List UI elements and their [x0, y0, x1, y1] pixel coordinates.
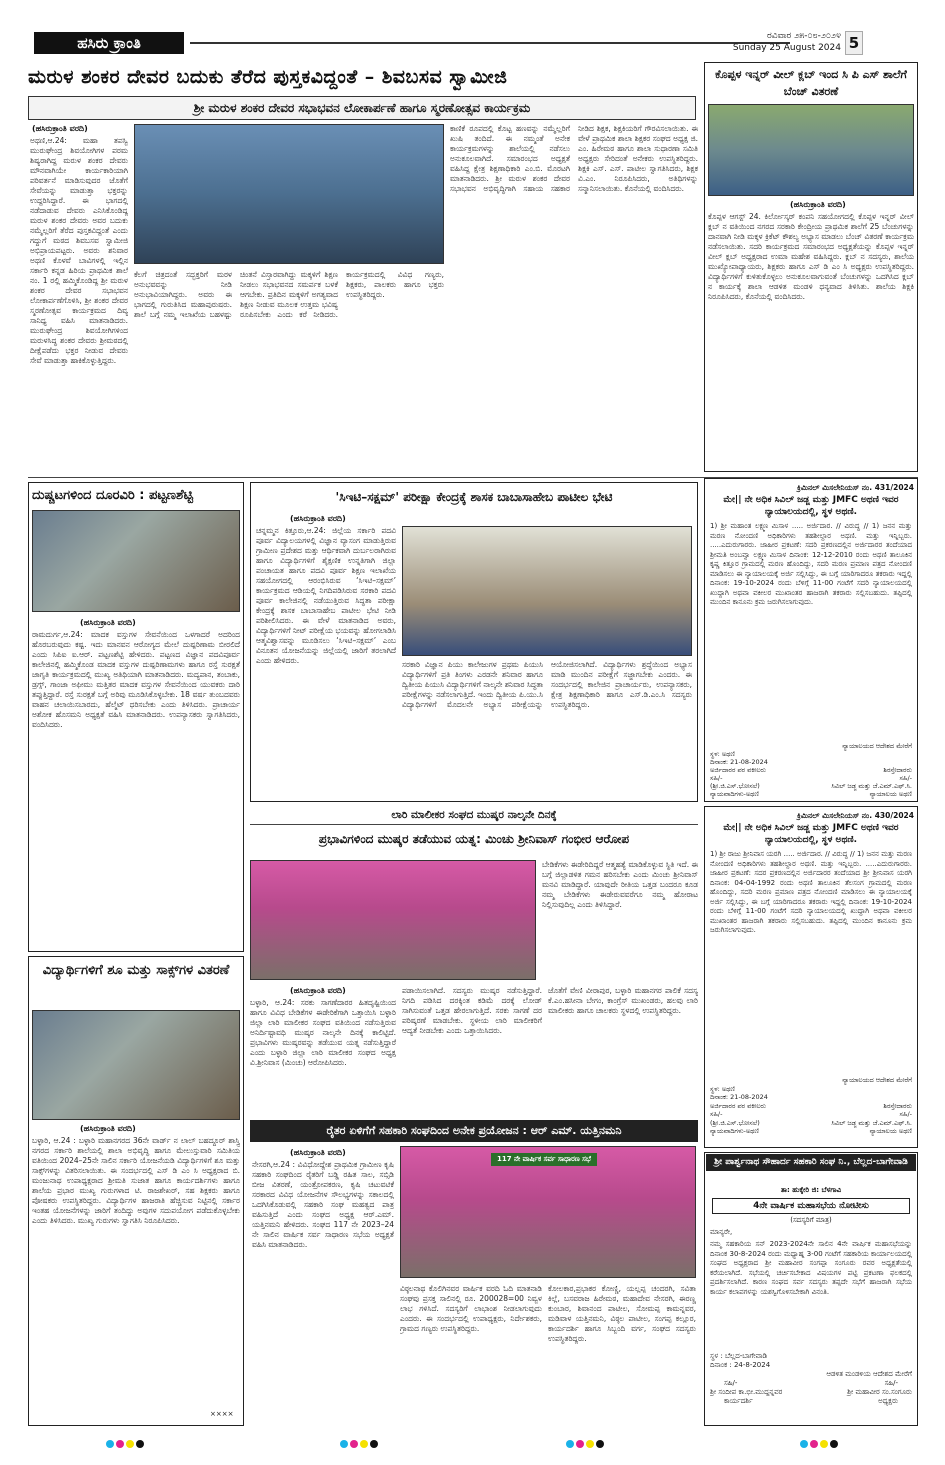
story2-headline: ಕೊಪ್ಪಳ ಇನ್ನರ್ ವೀಲ್ ಕ್ಲಬ್ ಇಂದ ಸಿ ಪಿ ಎಸ್ ಶಾಲೆಗೆ ಬೆಂಚ್ ವಿತರಣೆ: [715, 68, 907, 98]
registration-marks-4: [800, 1440, 838, 1448]
story5-body-left: ಬಳ್ಳಾರಿ, ಆ.24: ಸರಕು ಸಾಗಣೆದಾರರ ಹಿತದೃಷ್ಟಿಯಿಂದ ಹಾಗೂ ವಿವಿಧ ಬೇಡಿಕೆಗಳ ಈಡೇರಿಕೆಗಾಗಿ ಒತ್ತಾಯಿಸಿ ಬಳ್ಳಾರಿ ಜಿಲ್ಲಾ ಲಾರಿ ಮಾಲೀಕರ ಸಂಘದ ವತಿಯಿಂದ ನಡೆಸುತ್ತಿರುವ ಅನಿರ್ದಿಷ್ಟಾವಧಿ ಮುಷ್ಕರ ನಾಲ್ಕನೇ ದಿನಕ್ಕೆ ಕಾಲಿಟ್ಟಿದೆ. ಪ್ರಭಾವಿಗಳು ಮುಷ್ಕರವನ್ನು ತಡೆಯುವ ಯತ್ನ ನಡೆಸುತ್ತಿದ್ದಾರೆ ಎಂದು ಬಳ್ಳಾರಿ ಜಿಲ್ಲಾ ಲಾರಿ ಮಾಲೀಕರ ಸಂಘದ ಅಧ್ಯಕ್ಷ ವಿ.ಶ್ರೀನಿವಾಸ (ಮಿಂಚು) ಆರೋಪಿಸಿದರು.: [250, 998, 396, 1067]
registration-dot: [370, 1440, 378, 1448]
registration-dot: [596, 1440, 604, 1448]
story3-photo: [32, 510, 240, 612]
notice1-sign-left: ಸಹಿ/-: [710, 774, 723, 782]
story7-byline: (ಹಸಿರುಕ್ರಾಂತಿ ವರದಿ): [290, 1148, 346, 1157]
notice1-court-sub-left: ನ್ಯಾಯವಾದಿಗಳು-ಅಥಣಿ: [710, 790, 759, 798]
notice2-footer: [710, 1076, 912, 1146]
notice2-court-line: ಕ್ರಿಮಿನಲ್ ಮಿಸಲೇನಿಯಸ್ ನಂ. 430/2024: [797, 811, 914, 820]
notice3-society-name: ಶ್ರೀ ಪಾರ್ಶ್ವನಾಥ ಸೌಹಾರ್ದ ಸಹಕಾರಿ ಸಂಘ ನಿ., ಬೆಲ್ಲದ-ಬಾಗೇವಾಡಿ: [706, 1154, 916, 1171]
registration-dot: [106, 1440, 114, 1448]
notice2-court-sub-left: ನ್ಯಾಯವಾದಿಗಳು-ಅಥಣಿ: [710, 1127, 759, 1135]
registration-dot: [830, 1440, 838, 1448]
notice3-meeting-title: 4ನೇ ವಾರ್ಷಿಕ ಮಹಾಸಭೆಯ ನೋಟೀಸು: [712, 1198, 910, 1214]
notice1-date: ದಿನಾಂಕ: 21-08-2024: [710, 758, 768, 766]
story7-body-mid: ವಿಠ್ಠಲನಾಥ ಕೊಲಿಗಿನವರ ವಾರ್ಷಿಕ ವರದಿ ಓದಿ ಮಾತನಾಡಿ ಸಂಘವು ಪ್ರಸಕ್ತ ಸಾಲಿನಲ್ಲಿ ರೂ. 200028=00 ನಿವ್ವಳ ಲಾಭ ಗಳಿಸಿದೆ. ಸದಸ್ಯರಿಗೆ ಲಾಭಾಂಶ ನೀಡಲಾಗುವುದು ಎಂದರು. ಈ ಸಂದರ್ಭದಲ್ಲಿ ಉಪಾಧ್ಯಕ್ಷರು, ನಿರ್ದೇಶಕರು, ಗ್ರಾಮದ ಗಣ್ಯರು ಉಪಸ್ಥಿತರಿದ್ದರು.: [400, 1284, 542, 1333]
notice3-secretary-name: ಶ್ರೀ ಸಂದೀಪ ಕಾ.ಭೀ.ಮುದ್ದನ್ನವರ: [710, 1388, 783, 1396]
story6-body: ಬಳ್ಳಾರಿ, ಆ.24 : ಬಳ್ಳಾರಿ ಮಹಾನಗರದ 36ನೇ ವಾರ್ಡ್ ನ ಲಾಲ್ ಬಹದ್ದೂರ್ ಶಾಸ್ತ್ರಿ ನಗರದ ಸರ್ಕಾರಿ ಶಾಲೆಯಲ್ಲಿ ಶಾಲಾ ಅಭಿವೃದ್ಧಿ ಹಾಗೂ ಮೇಲುಸ್ತುವಾರಿ ಸಮಿತಿಯ ವತಿಯಿಂದ 2024–25ನೇ ಸಾಲಿನ ಸರ್ಕಾರಿ ಯೋಜನೆಯಡಿ ವಿದ್ಯಾರ್ಥಿಗಳಿಗೆ ಶೂ ಮತ್ತು ಸಾಕ್ಸ್‌ಗಳನ್ನು ವಿತರಿಸಲಾಯಿತು. ಈ ಸಂದರ್ಭದಲ್ಲಿ ಎಸ್ ಡಿ ಎಂ ಸಿ ಅಧ್ಯಕ್ಷರಾದ ಬಿ. ಮಂಜುನಾಥ ಉಪಾಧ್ಯಕ್ಷರಾದ ಶ್ರೀಮತಿ ಸುಜಾತ ಹಾಗೂ ಕಾರ್ಯದರ್ಶಿಗಳು ಹಾಗೂ ಶಾಲೆಯ ಪ್ರಭಾರ ಮುಖ್ಯ ಗುರುಗಳಾದ ಟಿ. ರಾಜಶೇಖರ್, ಸಹ ಶಿಕ್ಷಕರು ಹಾಗೂ ಪೋಷಕರು ಉಪಸ್ಥಿತರಿದ್ದರು. ವಿದ್ಯಾರ್ಥಿಗಳ ಹಾಜರಾತಿ ಹೆಚ್ಚಿಸುವ ನಿಟ್ಟಿನಲ್ಲಿ ಸರ್ಕಾರ ಇಂತಹ ಯೋಜನೆಗಳನ್ನು ಜಾರಿಗೆ ತಂದಿದ್ದು ಅವುಗಳ ಸದುಪಯೋಗ ಪಡೆದುಕೊಳ್ಳಬೇಕು ಎಂದು ತಿಳಿಸಿದರು. ಮುಖ್ಯ ಗುರುಗಳು ಸ್ವಾಗತಿಸಿ ನಿರೂಪಿಸಿದರು.: [32, 1136, 240, 1225]
registration-dot: [126, 1440, 134, 1448]
notice1-advocate-label: ಅರ್ಜಿದಾರರ ಪರ ವಕೀಲರು: [710, 766, 766, 774]
registration-dot: [116, 1440, 124, 1448]
notice3-order-label: ಆಡಳಿತ ಮಂಡಳಿಯ ಆದೇಶದ ಮೇರೆಗೆ: [826, 1370, 912, 1378]
registration-dot: [360, 1440, 368, 1448]
notice2-seal-note: ನ್ಯಾಯಾಲಯದ ಆದೇಶದ ಮೇರೆಗೆ: [842, 1076, 912, 1084]
story6-footer-mark: ××××: [210, 1410, 234, 1418]
story6-byline: (ಹಸಿರುಕ್ರಾಂತಿ ವರದಿ): [80, 1124, 136, 1133]
story7-body-left: ನೇಸರಗಿ,ಆ.24 : ವಿವಿಧೋದ್ದೇಶ ಪ್ರಾಥಮಿಕ ಗ್ರಾಮೀಣ ಕೃಷಿ ಸಹಕಾರಿ ಸಂಘದಿಂದ ರೈತರಿಗೆ ಬಡ್ಡಿ ರಹಿತ ಸಾಲ, ಸಬ್ಸಿಡಿ ಬೀಜ ವಿತರಣೆ, ಯಂತ್ರೋಪಕರಣ, ಕೃಷಿ ಚಟುವಟಿಕೆ ಸರಕಾರದ ವಿವಿಧ ಯೋಜನೆಗಳ ಸೌಲಭ್ಯಗಳನ್ನು ಸಕಾಲದಲ್ಲಿ ಒದಗಿಸಿಕೊಡುವಲ್ಲಿ ಸಹಕಾರಿ ಸಂಘ ಮಹತ್ವದ ಪಾತ್ರ ವಹಿಸುತ್ತಿದೆ ಎಂದು ಸಂಘದ ಅಧ್ಯಕ್ಷ ಆರ್.ಎಮ್. ಯತ್ತಿನಮನಿ ಹೇಳಿದರು. ಸಂಘದ 117 ನೇ 2023–24 ನೇ ಸಾಲಿನ ವಾರ್ಷಿಕ ಸರ್ವ ಸಾಧಾರಣ ಸಭೆಯ ಅಧ್ಯಕ್ಷತೆ ವಹಿಸಿ ಮಾತನಾಡಿದರು.: [252, 1160, 394, 1249]
story2-photo: [708, 104, 914, 196]
story7-body-right: ಕೋಲಕಾರ,ಪ್ರಭಾಕರ ಕೋಣ್ಣಿ, ಯಲ್ಲಪ್ಪ ಚಂದರಗಿ, ಸವಿತಾ ಕಿಲ್ಲೆ, ಬಸವರಾಜ ಹಿರೇಮಠ, ಮಹಾದೇವ ನೇಸರಗಿ, ಈರಣ್ಣ ಕುಂಬಾರ, ಶಿವಾನಂದ ಪಾಟೀಲ, ಸೋಮಪ್ಪ ಕಾಮನ್ನವರ, ಮಡಿವಾಳ ಯತ್ತಿನಮನಿ, ವಿಠ್ಠಲ ಪಾಟೀಲ, ಸಂಗಪ್ಪ ಕಲ್ಲೂರ, ಕಾರ್ಯದರ್ಶಿ ಹಾಗೂ ಸಿಬ್ಬಂದಿ ವರ್ಗ, ಸಂಘದ ಸದಸ್ಯರು ಉಪಸ್ಥಿತರಿದ್ದರು.: [548, 1284, 696, 1343]
masthead-rule: [190, 42, 790, 44]
story1-byline: (ಹಸಿರುಕ್ರಾಂತಿ ವರದಿ): [32, 124, 88, 133]
date-english: Sunday 25 August 2024: [732, 43, 841, 53]
registration-dot: [566, 1440, 574, 1448]
notice1-sign-right: ಸಹಿ/-: [899, 774, 912, 782]
registration-dot: [820, 1440, 828, 1448]
notice1-clerk-label: ಶಿರಸ್ತೇದಾರರು: [883, 766, 912, 774]
registration-dot: [340, 1440, 348, 1448]
registration-dot: [586, 1440, 594, 1448]
notice1-court-sub-right: ನ್ಯಾಯಾಲಯ ಅಥಣಿ: [869, 790, 912, 798]
notice2-body: 1) ಶ್ರೀ ರಾಜು ಶ್ರೀನಿವಾಸ ಯರಗಿ ..... ಅರ್ಜಿದಾರ. // ವಿರುದ್ಧ // 1) ಜನನ ಮತ್ತು ಮರಣ ನೋಂದಣಿ ಅಧಿಕಾರಿಗಳು ತಹಶೀಲ್ದಾರ ಅಥಣಿ. ಮತ್ತು ಇನ್ನಿಬ್ಬರು. .....ಎದುರುಗಾರರು. ಜಾಹೀರ ಪ್ರಕಟಣೆ: ಸದರ ಪ್ರಕರಣದಲ್ಲಿನ ಅರ್ಜಿದಾರರ ತಂದೆಯಾದ ಶ್ರೀ ಶ್ರೀನಿವಾಸ ಯರಗಿ ದಿನಾಂಕ: 04-04-1992 ರಂದು ಅಥಣಿ ತಾಲೂಕಿನ ತೆಲಸಂಗ ಗ್ರಾಮದಲ್ಲಿ ಮರಣ ಹೊಂದಿದ್ದು, ಸದರಿ ಮರಣ ಪ್ರಮಾಣ ಪತ್ರದ ನೋಂದಣಿ ಮಾಡಿಸಲು ಈ ನ್ಯಾಯಾಲಯಕ್ಕೆ ಅರ್ಜಿ ಸಲ್ಲಿಸಿದ್ದು, ಈ ಬಗ್ಗೆ ಯಾರಿಗಾದರೂ ತಕರಾರು ಇದ್ದಲ್ಲಿ ದಿನಾಂಕ: 19-10-2024 ರಂದು ಬೆಳಿಗ್ಗೆ 11-00 ಗಂಟೆಗೆ ಸದರಿ ನ್ಯಾಯಾಲಯದಲ್ಲಿ ಖುದ್ದಾಗಿ ಅಥವಾ ವಕೀಲರ ಮುಖಾಂತರ ಹಾಜರಾಗಿ ತಕರಾರು ಸಲ್ಲಿಸಬಹುದು. ತಪ್ಪಿದಲ್ಲಿ ಮುಂದಿನ ಕಾನೂನು ಕ್ರಮ ಜರುಗಿಸಲಾಗುವುದು.: [710, 850, 912, 934]
notice3-district: ತಾ: ಹುಕ್ಕೇರಿ ಜಿ: ಬೆಳಗಾವಿ: [780, 1186, 842, 1194]
story5-byline: (ಹಸಿರುಕ್ರಾಂತಿ ವರದಿ): [290, 986, 346, 995]
masthead-date: [733, 30, 841, 54]
notice1-judge-line: ಸಿವಿಲ್ ಜಡ್ಜ ಮತ್ತು ಜೆ.ಎಮ್.ಎಫ್.ಸಿ.: [831, 782, 912, 790]
registration-dot: [136, 1440, 144, 1448]
registration-dot: [800, 1440, 808, 1448]
notice1-seal-note: ನ್ಯಾಯಾಲಯದ ಆದೇಶದ ಮೇರೆಗೆ: [842, 742, 912, 750]
notice3-members-only: (ಸದಸ್ಯರಿಗೆ ಮಾತ್ರ): [790, 1216, 832, 1224]
story5-body-right: ಜೊತೆಗೆ ವೇಣಿ ವೀರಾಪುರ, ಬಳ್ಳಾರಿ ಮಹಾನಗರ ಪಾಲಿಕೆ ಸದಸ್ಯ ಕೆ.ಎಂ.ಹಸೀನಾ ಬೇಗಂ, ಕಾಂಗ್ರೆಸ್ ಮುಖಂಡರು, ಹಲವು ಲಾರಿ ಮಾಲೀಕರು ಹಾಗೂ ಚಾಲಕರು ಸ್ಥಳದಲ್ಲಿ ಉಪಸ್ಥಿತರಿದ್ದರು.: [548, 986, 698, 1015]
story5-photo: [250, 860, 536, 980]
notice2-sign-left: ಸಹಿ/-: [710, 1110, 723, 1118]
notice2-advocate-label: ಅರ್ಜಿದಾರರ ಪರ ವಕೀಲರು: [710, 1101, 766, 1110]
notice2-advocate-name: (ಶ್ರೀ.ಜಿ.ಎಸ್.ಭೋಸಲೆ): [710, 1118, 760, 1127]
story1-photo: [134, 124, 444, 264]
story7-photo: [400, 1146, 696, 1278]
notice1-title: ಮೇ|| ನೇ ಅಧಿಕ ಸಿವಿಲ್ ಜಡ್ಜ ಮತ್ತು JMFC ಅಥಣಿ ಇವರ ನ್ಯಾಯಾಲಯದಲ್ಲಿ, ಸ್ಥಳ ಅಥಣಿ.: [723, 495, 899, 517]
story1-headline: ಮರುಳ ಶಂಕರ ದೇವರ ಬದುಕು ತೆರೆದ ಪುಸ್ತಕವಿದ್ದಂತೆ – ಶಿವಬಸವ ಸ್ವಾಮೀಜಿ: [28, 66, 508, 88]
notice1-place: ಸ್ಥಳ: ಅಥಣಿ: [710, 750, 735, 758]
story4-byline: (ಹಸಿರುಕ್ರಾಂತಿ ವರದಿ): [290, 514, 346, 523]
notice3-sign-right: ಸಹಿ/-: [884, 1379, 898, 1387]
story7-photo-banner: 117 ನೇ ವಾರ್ಷಿಕ ಸರ್ವ ಸಾಧಾರಣ ಸಭೆ: [491, 1153, 597, 1166]
notice3-body: ನಮ್ಮ ಸಹಕಾರಿಯ ಸನ್ 2023-2024ನೇ ಸಾಲಿನ 4ನೇ ವಾರ್ಷಿಕ ಮಹಾಸಭೆಯನ್ನು ದಿನಾಂಕ 30-8-2024 ರಂದು ಮಧ್ಯಾಹ್ನ 3-00 ಗಂಟೆಗೆ ಸಹಕಾರಿಯ ಕಾರ್ಯಾಲಯದಲ್ಲಿ ಸಂಘದ ಅಧ್ಯಕ್ಷರಾದ ಶ್ರೀ ಮಹಾವೀರ ಸಂಗಪ್ಪಾ ಸಂಗೂರು ರವರ ಅಧ್ಯಕ್ಷತೆಯಲ್ಲಿ ಕರೆಯಲಾಗಿದೆ. ಸಭೆಯಲ್ಲಿ ಚರ್ಚಿಸಬೇಕಾದ ವಿಷಯಗಳ ಪಟ್ಟಿ ಪ್ರಕಟಣಾ ಫಲಕದಲ್ಲಿ ಪ್ರದರ್ಶಿಸಲಾಗಿದೆ. ಕಾರಣ ಸಂಘದ ಸರ್ವ ಸದಸ್ಯರು ತಪ್ಪದೇ ಸಭೆಗೆ ಹಾಜರಾಗಿ ಸಭೆಯ ಕಾರ್ಯ ಕಲಾಪಗಳನ್ನು ಯಶಸ್ವಿಗೊಳಿಸಬೇಕಾಗಿ ವಿನಂತಿ.: [710, 1240, 912, 1296]
story3-body: ರಾಮದುರ್ಗ,ಆ.24: ಮಾದಕ ವಸ್ತುಗಳ ಸೇವನೆಯಿಂದ ಒಳಗಾದರೆ ಅದರಿಂದ ಹೊರಬರುವುದು ಕಷ್ಟ. ಇದು ಮಾನವನ ಆರೋಗ್ಯದ ಮೇಲೆ ದುಷ್ಪರಿಣಾಮ ಬೀರಲಿದೆ ಎಂದು ಸಿಪಿಐ ಐ.ಆರ್. ಪಟ್ಟಣಶೆಟ್ಟಿ ಹೇಳಿದರು. ಪಟ್ಟಣದ ವಿಜ್ಞಾನ ಪದವಿಪೂರ್ವ ಕಾಲೇಜಿನಲ್ಲಿ ಹಮ್ಮಿಕೊಂಡ ಮಾದಕ ವಸ್ತುಗಳ ದುಷ್ಪರಿಣಾಮಗಳು ಹಾಗೂ ರಸ್ತೆ ಸುರಕ್ಷತೆ ಜಾಗೃತಿ ಕಾರ್ಯಕ್ರಮದಲ್ಲಿ ಮುಖ್ಯ ಅತಿಥಿಯಾಗಿ ಮಾತನಾಡಿದರು. ಮದ್ಯಪಾನ, ತಂಬಾಕು, ಡ್ರಗ್ಸ್, ಗಾಂಜಾ ಅಫೀಮು ಮತ್ತಿತರ ಮಾದಕ ವಸ್ತುಗಳ ಸೇವನೆಯಿಂದ ಯುವಕರು ದಾರಿ ತಪ್ಪುತ್ತಿದ್ದಾರೆ. ರಸ್ತೆ ಸುರಕ್ಷತೆ ಬಗ್ಗೆ ಅರಿವು ಮೂಡಿಸಿಕೊಳ್ಳಬೇಕು. 18 ವರ್ಷ ತುಂಬದವರು ವಾಹನ ಚಲಾಯಿಸಬಾರದು, ಹೆಲ್ಮೆಟ್ ಧರಿಸಬೇಕು ಎಂದು ತಿಳಿಸಿದರು. ಪ್ರಾಚಾರ್ಯ ಅಶೋಕ ಹೊಸಮನಿ ಅಧ್ಯಕ್ಷತೆ ವಹಿಸಿ ಮಾತನಾಡಿದರು. ಉಪನ್ಯಾಸಕರು ಸ್ವಾಗತಿಸಿದರು, ವಂದಿಸಿದರು.: [32, 630, 240, 729]
notice2-date: ದಿನಾಂಕ: 21-08-2024: [710, 1093, 768, 1101]
notice3-date: ದಿನಾಂಕ : 24-8-2024: [710, 1361, 771, 1369]
notice1-footer: [710, 742, 912, 800]
notice2-judge-line: ಸಿವಿಲ್ ಜಡ್ಜ ಮತ್ತು ಜೆ.ಎಮ್.ಎಫ್.ಸಿ.: [831, 1118, 912, 1127]
registration-marks-1: [106, 1440, 144, 1448]
paper-name: ಹಸಿರು ಕ್ರಾಂತಿ: [34, 32, 184, 54]
notice2-place: ಸ್ಥಳ: ಅಥಣಿ: [710, 1084, 735, 1093]
notice3-footer: [710, 1352, 912, 1424]
story1-body-left: ಅಥಣಿ,ಆ.24: ಮಹಾ ತಪಸ್ವಿ ಮುರುಘೇಂದ್ರ ಶಿವಯೋಗಿಗಳ ಪರಮ ಶಿಷ್ಯರಾಗಿದ್ದ ಮರುಳ ಶಂಕರ ದೇವರು ಮೌನವಾಗಿಯೇ ಕಾರ್ಯಕಾರಿಯಾಗಿ ಪರಿವರ್ತನೆ ಮಾಡಿಸುವುದರ ಜೊತೆಗೆ ಸೇವೆಯನ್ನು ಮಾಡುತ್ತಾ ಭಕ್ತರನ್ನು ಉದ್ದರಿಸಿದ್ದಾರೆ. ಈ ಭಾಗದಲ್ಲಿ ನಡೆದಾಡುವ ದೇವರು ಎನಿಸಿಕೊಂಡಿದ್ದ ಮರುಳ ಶಂಕರ ದೇವರು ಅವರ ಬದುಕು ನಮ್ಮೆಲ್ಲರಿಗೆ ತೆರೆದ ಪುಸ್ತಕವಿದ್ದಂತೆ ಎಂದು ಗದ್ದುಗೆ ಮಠದ ಶಿವಬಸವ ಸ್ವಾಮೀಜಿ ಅಭಿಪ್ರಾಯಪಟ್ಟರು. ಅವರು ಶನಿವಾರ ಅಥಣಿ ಕೊಳವೆ ಬಾವಿಗಳಲ್ಲಿ ಇಲ್ಲಿನ ಸರ್ಕಾರಿ ಕನ್ನಡ ಹಿರಿಯ ಪ್ರಾಥಮಿಕ ಶಾಲೆ ನಂ. 1 ರಲ್ಲಿ ಹಮ್ಮಿಕೊಂಡಿದ್ದ ಶ್ರೀ ಮರುಳ ಶಂಕರ ದೇವರ ಸಭಾಭವನ ಲೋಕಾರ್ಪಣೆಗೊಳಿಸಿ, ಶ್ರೀ ಶಂಕರ ದೇವರ ಸ್ಮರಣೋತ್ಸವ ಕಾರ್ಯಕ್ರಮದ ದಿವ್ಯ ಸಾನಿಧ್ಯ ವಹಿಸಿ ಮಾತನಾಡಿದರು. ಮುರುಘೇಂದ್ರ ಶಿವಯೋಗಿಗಳಿಂದ ಮರುಳಸಿದ್ಧ ಶಂಕರ ದೇವರು ಶ್ರೀಮಠದಲ್ಲಿ ದೀಕ್ಷೆಪಡೆದು ಭಕ್ತರ ನೀಡುವ ದೇವರು ಸೇವೆ ಮಾಡುತ್ತಾ ಹಾಕಿಕೊಳ್ಳುತ್ತಿದ್ದರು.: [30, 136, 128, 365]
story2-body: ಕೊಪ್ಪಳ ಆಗಸ್ಟ್ 24. ಕಿರ್ಲೋಸ್ಕರ್ ಕಂಪನಿ ಸಹಯೋಗದಲ್ಲಿ ಕೊಪ್ಪಳ ಇನ್ನರ್ ವೀಲ್ ಕ್ಲಬ್ ನ ವತಿಯಿಂದ ನಗರದ ಸರಕಾರಿ ಕೇಂದ್ರೀಯ ಪ್ರಾಥಮಿಕ ಶಾಲೆಗೆ 25 ಬೆಂಚುಗಳನ್ನು ದಾನವಾಗಿ ನೀಡಿ ಮಕ್ಕಳ ಕ್ರಿಕೆಟ್ ಕೌಶಲ್ಯ ಅಭ್ಯಾಸ ಮಾಡಲು ಬೆಂಚ್ ವಿತರಣೆ ಕಾರ್ಯಕ್ರಮ ನಡೆಸಲಾಯಿತು. ಸದರಿ ಕಾರ್ಯಕ್ರಮದ ಸಮಾರಂಭದ ಅಧ್ಯಕ್ಷತೆಯನ್ನು ಕೊಪ್ಪಳ ಇನ್ನರ್ ವೀಲ್ ಕ್ಲಬ್ ಅಧ್ಯಕ್ಷರಾದ ಉಮಾ ಮಹೇಶ ವಹಿಸಿದ್ದರು. ಕ್ಲಬ್ ನ ಸದಸ್ಯರು, ಶಾಲೆಯ ಮುಖ್ಯೋಪಾಧ್ಯಾಯರು, ಶಿಕ್ಷಕರು ಹಾಗೂ ಎಸ್ ಡಿ ಎಂ ಸಿ ಅಧ್ಯಕ್ಷರು ಉಪಸ್ಥಿತರಿದ್ದರು. ವಿದ್ಯಾರ್ಥಿಗಳಿಗೆ ಕುಳಿತುಕೊಳ್ಳಲು ಅನುಕೂಲವಾಗುವಂತೆ ಬೆಂಚುಗಳನ್ನು ಒದಗಿಸಿದ ಕ್ಲಬ್ ನ ಕಾರ್ಯಕ್ಕೆ ಶಾಲಾ ಆಡಳಿತ ಮಂಡಳಿ ಧನ್ಯವಾದ ತಿಳಿಸಿತು. ಶಾಲೆಯ ಶಿಕ್ಷಕಿ ನಿರೂಪಿಸಿದರು, ಕೊನೆಯಲ್ಲಿ ವಂದಿಸಿದರು.: [708, 212, 914, 301]
notice3-place: ಸ್ಥಳ : ಬೆಲ್ಲದ-ಬಾಗೇವಾಡಿ: [710, 1352, 767, 1360]
story3-byline: (ಹಸಿರುಕ್ರಾಂತಿ ವರದಿ): [80, 618, 136, 627]
notice3-president-title: ಅಧ್ಯಕ್ಷರು: [878, 1397, 898, 1405]
story4-body-right: ಸರಕಾರಿ ವಿಜ್ಞಾನ ಪಿಯು ಕಾಲೇಜುಗಳ ಪ್ರಥಮ ಪಿಯುಸಿ ವಿದ್ಯಾರ್ಥಿಗಳಿಗೆ ಪ್ರತಿ ತಿಂಗಳು ಎರಡನೇ ಶನಿವಾರ ಹಾಗೂ ದ್ವಿತೀಯ ಪಿಯುಸಿ ವಿದ್ಯಾರ್ಥಿಗಳಿಗೆ ನಾಲ್ಕನೇ ಶನಿವಾರ ಸಿದ್ಧತಾ ಪರೀಕ್ಷೆಗಳನ್ನು ನಡೆಸಲಾಗುತ್ತಿದೆ. ಇಂದು ದ್ವಿತೀಯ ಪಿ.ಯು.ಸಿ ವಿದ್ಯಾರ್ಥಿಗಳಿಗೆ ಮೊದಲನೇ ಅಭ್ಯಾಸ ಪರೀಕ್ಷೆಯನ್ನು ಆಯೋಜಿಸಲಾಗಿದೆ. ವಿದ್ಯಾರ್ಥಿಗಳು ಶ್ರದ್ಧೆಯಿಂದ ಅಭ್ಯಾಸ ಮಾಡಿ ಮುಂದಿನ ಪರೀಕ್ಷೆಗೆ ಸಜ್ಜಾಗಬೇಕು ಎಂದರು. ಈ ಸಂದರ್ಭದಲ್ಲಿ ಕಾಲೇಜಿನ ಪ್ರಾಚಾರ್ಯರು, ಉಪನ್ಯಾಸಕರು, ಕ್ಷೇತ್ರ ಶಿಕ್ಷಣಾಧಿಕಾರಿ ಹಾಗೂ ಎಸ್.ಡಿ.ಎಂ.ಸಿ ಸದಸ್ಯರು ಉಪಸ್ಥಿತರಿದ್ದರು.: [402, 660, 692, 709]
registration-dot: [350, 1440, 358, 1448]
notice1-advocate-name: (ಶ್ರೀ.ಜಿ.ಎಸ್.ಭೋಸಲೆ): [710, 782, 760, 790]
story7-headline: ರೈತರ ಏಳಿಗೆಗೆ ಸಹಕಾರಿ ಸಂಘದಿಂದ ಅನೇಕ ಪ್ರಯೋಜನ : ಆರ್ ಎಮ್. ಯತ್ತಿನಮನಿ: [250, 1120, 698, 1142]
story5-kicker: ಲಾರಿ ಮಾಲೀಕರ ಸಂಘದ ಮುಷ್ಕರ ನಾಲ್ಕನೇ ದಿನಕ್ಕೆ: [250, 806, 698, 825]
notice3-president-name: ಶ್ರೀ ಮಹಾವೀರ ಸಂ.ಸಂಗೂರು: [847, 1388, 912, 1396]
notice2-court-sub-right: ನ್ಯಾಯಾಲಯ ಅಥಣಿ: [869, 1127, 912, 1135]
story4-body-left: ಚನ್ನಮ್ಮನ ಕಿತ್ತೂರು,ಆ.24: ಜಿಲ್ಲೆಯ ಸರ್ಕಾರಿ ಪದವಿ ಪೂರ್ವ ವಿದ್ಯಾಲಯಗಳಲ್ಲಿ ವಿಜ್ಞಾನ ವ್ಯಾಸಂಗ ಮಾಡುತ್ತಿರುವ ಗ್ರಾಮೀಣ ಪ್ರದೇಶದ ಮತ್ತು ಆರ್ಥಿಕವಾಗಿ ದುರ್ಬಲರಾಗಿರುವ ಹಾಗೂ ವಿದ್ಯಾರ್ಥಿಗಳಿಗೆ ಶೈಕ್ಷಣಿಕ ಉನ್ನತಿಗಾಗಿ ಜಿಲ್ಲಾ ಪಂಚಾಯತ ಹಾಗೂ ಪದವಿ ಪೂರ್ವ ಶಿಕ್ಷಣ ಇಲಾಖೆಯ ಸಹಯೋಗದಲ್ಲಿ ಆರಂಭಿಸಿರುವ ‘ಸಿಇಟಿ–ಸಕ್ಷಮ್’ ಕಾರ್ಯಕ್ರಮದ ಆಡಿಯಲ್ಲಿ ನಿಗದಿಪಡಿಸಿರುವ ಸರಕಾರಿ ಪದವಿ ಪೂರ್ವ ಕಾಲೇಜಿನಲ್ಲಿ ನಡೆಯುತ್ತಿರುವ ಸಿದ್ಧತಾ ಪರೀಕ್ಷಾ ಕೇಂದ್ರಕ್ಕೆ ಶಾಸಕ ಬಾಬಾಸಾಹೇಬ ಪಾಟೀಲ ಭೇಟಿ ನೀಡಿ ಪರಿಶೀಲಿಸಿದರು. ಈ ವೇಳೆ ಮಾತನಾಡಿದ ಅವರು, ವಿದ್ಯಾರ್ಥಿಗಳಿಗೆ ನೀಟ್ ಪರೀಕ್ಷೆಯ ಭಯವನ್ನು ಹೋಗಲಾಡಿಸಿ ಆತ್ಮವಿಶ್ವಾಸವನ್ನು ಮೂಡಿಸಲು ‘ಸಿಇಟಿ–ಸಕ್ಷಮ್’ ಎಂಬ ವಿನೂತನ ಯೋಜನೆಯನ್ನು ಜಿಲ್ಲೆಯಲ್ಲಿ ಜಾರಿಗೆ ತರಲಾಗಿದೆ ಎಂದು ಹೇಳಿದರು.: [256, 526, 396, 665]
story1-body-right: ಕಾಣಿಕೆ ರೂಪದಲ್ಲಿ ಕೊಟ್ಟ ಹಣವನ್ನು ನಮ್ಮೆಲ್ಲರಿಗೆ ಖುಷಿ ತಂದಿದೆ. ಈ ನಮ್ಮಂತೆ ಅನೇಕ ಕಾರ್ಯಕ್ರಮಗಳನ್ನು ಶಾಲೆಯಲ್ಲಿ ನಡೆಸಲು ಅನುಕೂಲವಾಗಿದೆ. ಸಮಾರಂಭದ ಅಧ್ಯಕ್ಷತೆ ವಹಿಸಿದ್ದ ಕ್ಷೇತ್ರ ಶಿಕ್ಷಣಾಧಿಕಾರಿ ಎಂ.ಬಿ. ಮೊರಟಗಿ ಮಾತನಾಡಿದರು. ಶ್ರೀ ಮರುಳ ಶಂಕರ ದೇವರ ಸಭಾಭವನ ಅಭಿವೃದ್ಧಿಗಾಗಿ ಸಹಾಯ ಸಹಕಾರ ನೀಡಿದ ಶಿಕ್ಷಕ, ಶಿಕ್ಷಕಿಯರಿಗೆ ಗೌರವಿಸಲಾಯಿತು. ಈ ವೇಳೆ ಪ್ರಾಥಮಿಕ ಶಾಲಾ ಶಿಕ್ಷಕರ ಸಂಘದ ಅಧ್ಯಕ್ಷ ಜಿ. ಎಂ. ಹಿರೇಮಠ ಹಾಗೂ ಶಾಲಾ ಸುಧಾರಣಾ ಸಮಿತಿ ಅಧ್ಯಕ್ಷರು ಸೇರಿದಂತೆ ಅನೇಕರು ಉಪಸ್ಥಿತರಿದ್ದರು. ಶಿಕ್ಷಕಿ ಎಸ್. ಎಸ್. ಪಾಟೀಲ ಸ್ವಾಗತಿಸಿದರು, ಶಿಕ್ಷಕ ವಿ.ಎಂ. ನಿರೂಪಿಸಿದರು, ಅತಿಥಿಗಳನ್ನು ಸನ್ಮಾನಿಸಲಾಯಿತು. ಕೊನೆಯಲ್ಲಿ ವಂದಿಸಿದರು.: [450, 124, 698, 193]
notice1-court-line: ಕ್ರಿಮಿನಲ್ ಮಿಸಲೇನಿಯಸ್ ನಂ. 431/2024: [797, 483, 914, 492]
notice3-secretary-title: ಕಾರ್ಯದರ್ಶಿ: [724, 1397, 753, 1405]
registration-dot: [576, 1440, 584, 1448]
notice3-sign-left: ಸಹಿ/-: [724, 1379, 738, 1387]
story5-headline: ಪ್ರಭಾವಿಗಳಿಂದ ಮುಷ್ಕರ ತಡೆಯುವ ಯತ್ನ: ಮಿಂಚು ಶ್ರೀನಿವಾಸ್ ಗಂಭೀರ ಆರೋಪ: [318, 832, 630, 846]
registration-marks-2: [340, 1440, 378, 1448]
story6-photo: [32, 1010, 240, 1120]
notice3-salutation: ಮಾನ್ಯರೇ,: [710, 1228, 733, 1236]
story4-headline: 'ಸಿಇಟಿ–ಸಕ್ಷಮ್' ಪರೀಕ್ಷಾ ಕೇಂದ್ರಕ್ಕೆ ಶಾಸಕ ಬಾಬಾಸಾಹೇಬ ಪಾಟೀಲ ಭೇಟಿ: [335, 490, 613, 504]
page-number: 5: [845, 31, 863, 55]
story5-body-mid: ಪಡಾಯಿಸಲಾಗಿದೆ. ಸದಸ್ಯರು ಮುಷ್ಕರ ನಡೆಸುತ್ತಿದ್ದಾರೆ. ನಿಗದಿ ಪಡಿಸಿದ ದರಕ್ಕಿಂತ ಕಡಿಮೆ ದರಕ್ಕೆ ಲೋಡ್ ಸಾಗಿಸುವಂತೆ ಒತ್ತಡ ಹೇರಲಾಗುತ್ತಿದೆ. ಸರಕು ಸಾಗಣೆ ದರ ಪರಿಷ್ಕರಣೆ ಮಾಡಬೇಕು. ಸ್ಥಳೀಯ ಲಾರಿ ಮಾಲೀಕರಿಗೆ ಆದ್ಯತೆ ನೀಡಬೇಕು ಎಂದು ಒತ್ತಾಯಿಸಿದರು.: [402, 986, 542, 1035]
story1-subhead: ಶ್ರೀ ಮರುಳ ಶಂಕರ ದೇವರ ಸಭಾಭವನ ಲೋಕಾರ್ಪಣೆ ಹಾಗೂ ಸ್ಮರಣೋತ್ಸವ ಕಾರ್ಯಕ್ರಮ: [28, 96, 696, 120]
story2-byline: (ಹಸಿರುಕ್ರಾಂತಿ ವರದಿ): [790, 200, 846, 209]
date-kannada: ರವಿವಾರ ೨೫-೦೮-೨೦೨೪: [767, 31, 841, 41]
story3-headline: ದುಷ್ಚಟಗಳಿಂದ ದೂರವಿರಿ : ಪಟ್ಟಣಶೆಟ್ಟಿ: [32, 488, 194, 503]
notice2-title: ಮೇ|| ನೇ ಅಧಿಕ ಸಿವಿಲ್ ಜಡ್ಜ ಮತ್ತು JMFC ಅಥಣಿ ಇವರ ನ್ಯಾಯಾಲಯದಲ್ಲಿ, ಸ್ಥಳ ಅಥಣಿ.: [723, 823, 899, 845]
story6-headline: ವಿದ್ಯಾರ್ಥಿಗಳಿಗೆ ಶೂ ಮತ್ತು ಸಾಕ್ಸ್‌ಗಳ ವಿತರಣೆ: [42, 963, 230, 978]
notice2-sign-right: ಸಹಿ/-: [899, 1110, 912, 1118]
story4-photo: [402, 526, 692, 656]
story1-body-mid: ಕೆಲಗೆ ಚಿತ್ರದಂತೆ ಸದ್ಭಕ್ತರಿಗೆ ಮರಳ ಅನುಭವವನ್ನು ನೀಡಿ ಅನುಭಾವಿಯಾಗಿದ್ದರು. ಅವರು ಈ ಭಾಗದಲ್ಲಿ ಗುರುತಿಸಿದ ಮಹಾಪುರುಷರು. ಶಾಲೆ ಬಗ್ಗೆ ನಮ್ಮ ಇಲಾಖೆಯ ಬಹಳಷ್ಟು ಚಿಂತನೆ ವಿಸ್ತಾರವಾಗಿದ್ದು ಮಕ್ಕಳಿಗೆ ಶಿಕ್ಷಣ ನೀಡಲು ಸಭಾಭವನದ ಸಮರ್ಪಕ ಬಳಕೆ ಆಗಬೇಕು. ಪ್ರತಿದಿನ ಮಕ್ಕಳಿಗೆ ಅಗತ್ಯವಾದ ಶಿಕ್ಷಣ ನೀಡುವ ಮೂಲಕ ಉತ್ತಮ ಭವಿಷ್ಯ ರೂಪಿಸಬೇಕು ಎಂದು ಕರೆ ನೀಡಿದರು. ಕಾರ್ಯಕ್ರಮದಲ್ಲಿ ವಿವಿಧ ಗಣ್ಯರು, ಶಿಕ್ಷಕರು, ಪಾಲಕರು ಹಾಗೂ ಭಕ್ತರು ಉಪಸ್ಥಿತರಿದ್ದರು.: [134, 270, 444, 319]
notice1-body: 1) ಶ್ರೀ ಮಹಾಂತ ಲಕ್ಷ್ಮಣ ಮಿಸಾಳ ..... ಅರ್ಜಿದಾರ. // ವಿರುದ್ಧ // 1) ಜನನ ಮತ್ತು ಮರಣ ನೋಂದಣಿ ಅಧಿಕಾರಿಗಳು ತಹಶೀಲ್ದಾರ ಅಥಣಿ. ಮತ್ತು ಇನ್ನಿಬ್ಬರು. .....ಎದುರುಗಾರರು. ಜಾಹೀರ ಪ್ರಕಟಣೆ: ಸದರಿ ಪ್ರಕರಣದಲ್ಲಿನ ಅರ್ಜಿದಾರರ ತಂದೆಯಾದ ಶ್ರೀಮತಿ ಅಂಬವ್ವಾ ಲಕ್ಷ್ಮಣ ಮಿಸಾಳ ದಿನಾಂಕ: 12-12-2010 ರಂದು ಅಥಣಿ ತಾಲೂಕಿನ ಕೃಷ್ಣ ಕಿತ್ತೂರ ಗ್ರಾಮದಲ್ಲಿ ಮರಣ ಹೊಂದಿದ್ದು, ಸದರಿ ಮರಣ ಪ್ರಮಾಣ ಪತ್ರದ ನೋಂದಣಿ ಮಾಡಿಸಲು ಈ ನ್ಯಾಯಾಲಯಕ್ಕೆ ಅರ್ಜಿ ಸಲ್ಲಿಸಿದ್ದು, ಈ ಬಗ್ಗೆ ಯಾರಿಗಾದರೂ ತಕರಾರು ಇದ್ದಲ್ಲಿ ದಿನಾಂಕ: 19-10-2024 ರಂದು ಬೆಳಿಗ್ಗೆ 11-00 ಗಂಟೆಗೆ ಸದರಿ ನ್ಯಾಯಾಲಯದಲ್ಲಿ ಖುದ್ದಾಗಿ ಅಥವಾ ವಕೀಲರ ಮುಖಾಂತರ ಹಾಜರಾಗಿ ತಕರಾರು ಸಲ್ಲಿಸಬಹುದು. ತಪ್ಪಿದಲ್ಲಿ ಮುಂದಿನ ಕಾನೂನು ಕ್ರಮ ಜರುಗಿಸಲಾಗುವುದು.: [710, 522, 912, 606]
registration-dot: [810, 1440, 818, 1448]
notice2-clerk-label: ಶಿರಸ್ತೇದಾರರು: [883, 1101, 912, 1110]
story5-body-top-right: ಬೇಡಿಕೆಗಳು ಈಡೇರಿದಿದ್ದರೆ ಆತ್ಮಹತ್ಯೆ ಮಾಡಿಕೊಳ್ಳುವ ಸ್ಥಿತಿ ಇದೆ. ಈ ಬಗ್ಗೆ ಜಿಲ್ಲಾಡಳಿತ ಗಮನ ಹರಿಸಬೇಕು ಎಂದು ಮಿಂಚು ಶ್ರೀನಿವಾಸ್ ಮನವಿ ಮಾಡಿದ್ದಾರೆ. ಯಾವುದೇ ರೀತಿಯ ಒತ್ತಡ ಬಂದರೂ ಕೂಡ ನಮ್ಮ ಬೇಡಿಕೆಗಳು ಈಡೇರುವವರೆಗೂ ನಮ್ಮ ಹೋರಾಟ ನಿಲ್ಲಿಸುವುದಿಲ್ಲ ಎಂದು ತಿಳಿಸಿದ್ದಾರೆ.: [542, 860, 698, 909]
registration-marks-3: [566, 1440, 604, 1448]
